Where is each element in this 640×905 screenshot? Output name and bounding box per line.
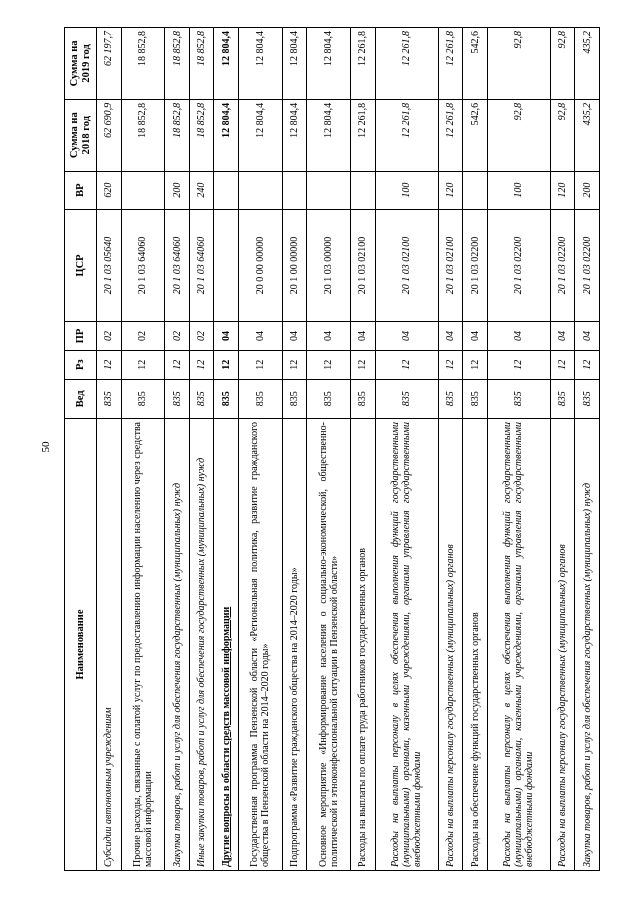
cell-pr: 04 — [214, 322, 239, 351]
cell-sum-2019: 92,8 — [550, 28, 575, 100]
cell-ved: 835 — [438, 379, 463, 418]
cell-vr — [121, 171, 165, 209]
cell-csr — [214, 209, 239, 321]
cell-sum-2019: 18 852,8 — [165, 28, 190, 100]
cell-csr: 20 1 03 02200 — [463, 209, 488, 321]
budget-table — [64, 27, 600, 871]
cell-ved: 835 — [375, 379, 438, 418]
cell-rz: 12 — [282, 350, 307, 379]
cell-ved: 835 — [463, 379, 488, 418]
cell-rz: 12 — [238, 350, 282, 379]
cell-sum-2019: 435,2 — [575, 28, 600, 100]
cell-name: Подпрограмма «Развитие гражданского общества на 2014–2020 годы» — [282, 419, 307, 871]
cell-rz: 12 — [351, 350, 376, 379]
cell-name: Расходы на выплаты персоналу в целях обеспечения выполнения функций государственными (муниципальными) органами, казенными учреждениями, органами управления государственными внебюджетными фондами — [375, 419, 438, 871]
cell-sum-2018: 12 804,4 — [238, 99, 282, 171]
table-row — [550, 28, 575, 871]
cell-rz: 12 — [121, 350, 165, 379]
cell-vr — [238, 171, 282, 209]
cell-vr: 100 — [375, 171, 438, 209]
cell-sum-2019: 12 261,8 — [438, 28, 463, 100]
cell-name: Расходы на выплаты персоналу государственных (муниципальных) органов — [438, 419, 463, 871]
cell-sum-2018: 92,8 — [487, 99, 550, 171]
cell-pr: 04 — [307, 322, 351, 351]
cell-name: Закупка товаров, работ и услуг для обеспечения государственных (муниципальных) нужд — [165, 419, 190, 871]
cell-ved: 835 — [282, 379, 307, 418]
cell-rz: 12 — [575, 350, 600, 379]
cell-csr: 20 1 03 02200 — [575, 209, 600, 321]
table-row — [575, 28, 600, 871]
cell-ved: 835 — [351, 379, 376, 418]
cell-sum-2019: 12 804,4 — [214, 28, 239, 100]
cell-csr: 20 1 03 64060 — [165, 209, 190, 321]
rotated-table-wrapper — [64, 27, 600, 871]
cell-vr — [351, 171, 376, 209]
cell-sum-2018: 18 852,8 — [189, 99, 214, 171]
cell-rz: 12 — [307, 350, 351, 379]
cell-ved: 835 — [214, 379, 239, 418]
header-ved: Вед — [65, 379, 97, 418]
cell-pr: 02 — [97, 322, 122, 351]
cell-name: Расходы на обеспечение функций государственных органов — [463, 419, 488, 871]
cell-vr: 200 — [165, 171, 190, 209]
cell-vr — [282, 171, 307, 209]
header-pr: ПР — [65, 322, 97, 351]
cell-sum-2018: 12 261,8 — [351, 99, 376, 171]
cell-csr: 20 1 03 02100 — [438, 209, 463, 321]
header-rz: Рз — [65, 350, 97, 379]
cell-sum-2019: 542,6 — [463, 28, 488, 100]
cell-pr: 04 — [375, 322, 438, 351]
table-row — [238, 28, 282, 871]
table-row — [487, 28, 550, 871]
cell-vr: 100 — [487, 171, 550, 209]
table-row — [165, 28, 190, 871]
cell-rz: 12 — [463, 350, 488, 379]
cell-name: Государственная программа Пензенской области «Региональная политика, развитие гражданского общества в Пензенской области на 2014–2020 годы» — [238, 419, 282, 871]
cell-rz: 12 — [165, 350, 190, 379]
table-row — [189, 28, 214, 871]
cell-sum-2019: 62 197,7 — [97, 28, 122, 100]
cell-sum-2019: 12 261,8 — [375, 28, 438, 100]
header-csr: ЦСР — [65, 209, 97, 321]
cell-csr: 20 1 03 05640 — [97, 209, 122, 321]
cell-csr: 20 1 03 02100 — [375, 209, 438, 321]
cell-vr: 240 — [189, 171, 214, 209]
header-sum-2019: Сумма на 2019 год — [65, 28, 97, 100]
header-sum-2018: Сумма на 2018 год — [65, 99, 97, 171]
cell-ved: 835 — [487, 379, 550, 418]
cell-sum-2019: 12 804,4 — [307, 28, 351, 100]
table-row — [214, 28, 239, 871]
cell-pr: 02 — [165, 322, 190, 351]
table-row — [463, 28, 488, 871]
cell-rz: 12 — [375, 350, 438, 379]
cell-name: Иные закупки товаров, работ и услуг для обеспечения государственных (муниципальных) нужд — [189, 419, 214, 871]
cell-name: Основное мероприятие «Информирование населения о социально-экономической, общественно-политической и этноконфессиональной ситуации в Пензенской области» — [307, 419, 351, 871]
table-row — [438, 28, 463, 871]
cell-pr: 02 — [121, 322, 165, 351]
cell-pr: 04 — [238, 322, 282, 351]
cell-ved: 835 — [121, 379, 165, 418]
cell-sum-2019: 92,8 — [487, 28, 550, 100]
table-row — [97, 28, 122, 871]
cell-sum-2018: 92,8 — [550, 99, 575, 171]
cell-sum-2018: 12 804,4 — [282, 99, 307, 171]
cell-ved: 835 — [165, 379, 190, 418]
cell-name: Расходы на выплаты по оплате труда работников государственных органов — [351, 419, 376, 871]
cell-csr: 20 1 03 02100 — [351, 209, 376, 321]
cell-name: Другие вопросы в области средств массовой информации — [214, 419, 239, 871]
cell-pr: 04 — [550, 322, 575, 351]
page-number: 50 — [40, 441, 52, 453]
cell-sum-2019: 12 804,4 — [282, 28, 307, 100]
cell-pr: 02 — [189, 322, 214, 351]
cell-pr: 04 — [438, 322, 463, 351]
cell-csr: 20 1 03 00000 — [307, 209, 351, 321]
cell-pr: 04 — [282, 322, 307, 351]
cell-sum-2018: 62 690,9 — [97, 99, 122, 171]
cell-csr: 20 0 00 00000 — [238, 209, 282, 321]
cell-csr: 20 1 03 02200 — [487, 209, 550, 321]
table-row — [351, 28, 376, 871]
cell-csr: 20 1 03 02200 — [550, 209, 575, 321]
cell-sum-2018: 542,6 — [463, 99, 488, 171]
cell-name: Расходы на выплаты персоналу в целях обеспечения выполнения функций государственными (муниципальными) органами, казенными учреждениями, органами управления государственными внебюджетными фондами — [487, 419, 550, 871]
cell-csr: 20 1 00 00000 — [282, 209, 307, 321]
header-vr: ВР — [65, 171, 97, 209]
cell-name: Прочие расходы, связанные с оплатой услуг по предоставлению информации населению через средства массовой информации — [121, 419, 165, 871]
cell-sum-2018: 435,2 — [575, 99, 600, 171]
table-row — [282, 28, 307, 871]
cell-sum-2018: 12 261,8 — [438, 99, 463, 171]
cell-rz: 12 — [189, 350, 214, 379]
table-row — [307, 28, 351, 871]
cell-ved: 835 — [575, 379, 600, 418]
cell-vr — [214, 171, 239, 209]
cell-ved: 835 — [189, 379, 214, 418]
cell-vr: 120 — [438, 171, 463, 209]
cell-name: Закупка товаров, работ и услуг для обеспечения государственных (муниципальных) нужд — [575, 419, 600, 871]
header-row — [65, 28, 97, 871]
cell-sum-2019: 12 804,4 — [238, 28, 282, 100]
cell-sum-2018: 18 852,8 — [121, 99, 165, 171]
cell-sum-2019: 12 261,8 — [351, 28, 376, 100]
cell-ved: 835 — [97, 379, 122, 418]
cell-sum-2018: 12 804,4 — [214, 99, 239, 171]
cell-csr: 20 1 03 64060 — [121, 209, 165, 321]
cell-ved: 835 — [238, 379, 282, 418]
cell-sum-2018: 18 852,8 — [165, 99, 190, 171]
cell-csr: 20 1 03 64060 — [189, 209, 214, 321]
cell-vr: 200 — [575, 171, 600, 209]
cell-sum-2019: 18 852,8 — [189, 28, 214, 100]
cell-name: Расходы на выплаты персоналу государственных (муниципальных) органов — [550, 419, 575, 871]
cell-pr: 04 — [351, 322, 376, 351]
cell-rz: 12 — [550, 350, 575, 379]
cell-pr: 04 — [575, 322, 600, 351]
cell-sum-2018: 12 804,4 — [307, 99, 351, 171]
cell-rz: 12 — [487, 350, 550, 379]
cell-pr: 04 — [487, 322, 550, 351]
cell-sum-2019: 18 852,8 — [121, 28, 165, 100]
cell-name: Субсидии автономным учреждениям — [97, 419, 122, 871]
cell-ved: 835 — [550, 379, 575, 418]
cell-ved: 835 — [307, 379, 351, 418]
cell-vr — [463, 171, 488, 209]
cell-rz: 12 — [214, 350, 239, 379]
cell-rz: 12 — [438, 350, 463, 379]
header-name: Наименование — [65, 419, 97, 871]
cell-vr: 120 — [550, 171, 575, 209]
table-body — [97, 28, 600, 871]
table-row — [121, 28, 165, 871]
cell-pr: 04 — [463, 322, 488, 351]
table-row — [375, 28, 438, 871]
cell-vr: 620 — [97, 171, 122, 209]
cell-sum-2018: 12 261,8 — [375, 99, 438, 171]
cell-rz: 12 — [97, 350, 122, 379]
cell-vr — [307, 171, 351, 209]
